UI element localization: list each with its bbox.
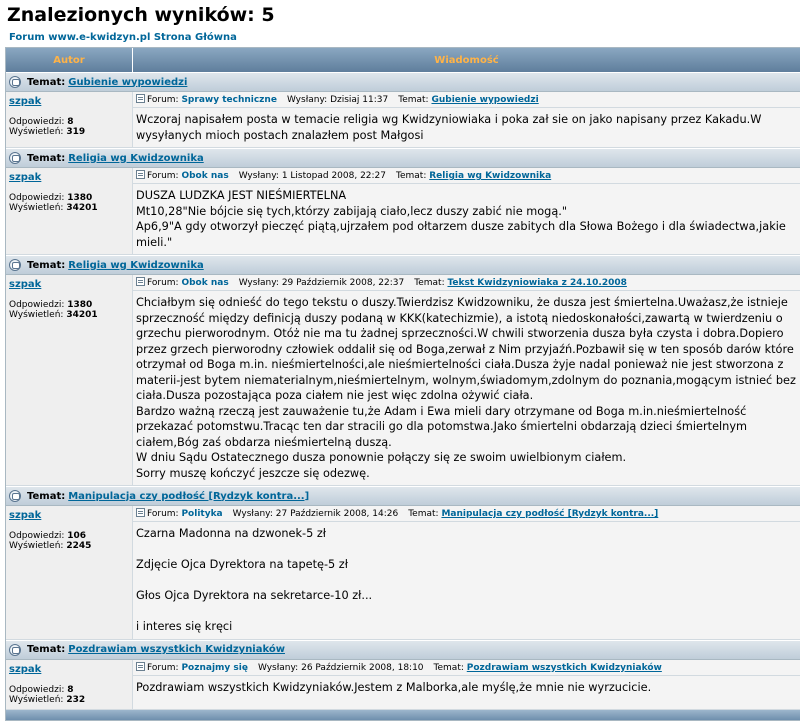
topic-row: [6, 640, 800, 660]
results-header: [6, 48, 800, 72]
blank-line: [136, 542, 797, 558]
blank-line: [136, 573, 797, 589]
replies-stat: [9, 300, 129, 310]
message-paragraph: Chciałbym się odnieść do tego tekstu o duszy.Twierdzisz Kwidzowniku, że dusza jest śmiertelna.Uważasz,że istnieje sprzeczność między definicją duszy podaną w KKK(katechizmie), a istotą niedoskonałości,zawartą w twierdzeniu o grzechu pierworodnym. Otóż nie ma tu żadnej sprzeczności.W chwili stworzenia dusza była czysta i dobra.Dopiero przez grzech pierworodny człowiek oddalił się od Boga,zerwał z Nim przyjaźń.Pozbawił się w ten sposób darów które otrzymał od Boga m.in. nieśmiertelności,ale nieśmiertelności ciała.Dusza żyje nadal ponieważ nie jest stworzona z materii-jest bytem niematerialnym,nieśmiertelnym, wolnym,świadomym,zdolnym do poznania,mogącym istnieć bez ciała.Dusza pozostająca poza ciałem nie jest więc zdolna ożywić ciała.: [136, 296, 796, 402]
posted-label: Wysłany:: [238, 171, 279, 181]
posted-label: Wysłany:: [238, 278, 279, 288]
forum-label: Forum:: [147, 278, 179, 288]
author-name-link[interactable]: szpak: [9, 96, 42, 107]
replies-label: Odpowiedzi:: [9, 684, 65, 695]
post-meta: [133, 168, 800, 184]
author-name-link[interactable]: szpak: [9, 279, 42, 290]
views-label: Wyświetleń:: [9, 203, 64, 213]
topic-row: [6, 72, 800, 92]
post-icon: [136, 277, 145, 286]
replies-stat: [9, 685, 129, 695]
search-results-page: [0, 3, 800, 721]
post-meta: [133, 275, 800, 291]
forum-home-link[interactable]: Forum www.e-kwidzyn.pl Strona Główna: [9, 32, 237, 43]
message-cell: [133, 660, 800, 709]
author-name-link[interactable]: szpak: [9, 510, 42, 521]
page-title: Znalezionych wyników: 5: [7, 4, 275, 26]
message-paragraph: Głos Ojca Dyrektora na sekretarce-10 zł...: [136, 589, 373, 602]
subject-label: Temat:: [414, 278, 445, 288]
message-paragraph: Ap6,9"A gdy otworzył pieczęć piątą,ujrzałem pod ołtarzem dusze zabitych dla Słowa Bożego i dla świadectwa,jakie mieli.": [136, 220, 786, 249]
message-paragraph: Pozdrawiam wszystkich Kwidzyniaków.Jestem z Malborka,ale myślę,że mnie nie wyrzucicie.: [136, 680, 652, 694]
replies-count: 8: [67, 117, 74, 127]
replies-count: 106: [67, 531, 87, 541]
author-column-header: Autor: [6, 48, 133, 72]
posted-date: Dzisiaj 11:37: [330, 95, 389, 105]
blank-line: [136, 604, 797, 620]
topic-icon: [9, 76, 21, 88]
forum-label: Forum:: [147, 509, 179, 519]
topic-label: Temat:: [27, 644, 66, 655]
topic-row: [6, 148, 800, 168]
subject-link[interactable]: Manipulacja czy podłość [Rydzyk kontra...]: [441, 509, 659, 519]
subject-label: Temat:: [396, 171, 427, 181]
message-paragraph: Czarna Madonna na dzwonek-5 zł: [136, 527, 327, 540]
post-meta: [133, 506, 800, 522]
message-paragraph: W dniu Sądu Ostatecznego dusza ponownie połączy się ze swoim uwielbionym ciałem.: [136, 451, 627, 464]
views-label: Wyświetleń:: [9, 541, 64, 551]
message-paragraph: Sorry muszę kończyć jeszcze się odezwę.: [136, 466, 370, 480]
posted-date: 29 Październik 2008, 22:37: [281, 278, 405, 288]
post-icon: [136, 94, 145, 103]
subject-link[interactable]: Pozdrawiam wszystkich Kwidzyniaków: [466, 662, 662, 673]
post-icon: [136, 508, 145, 517]
message-body: [133, 676, 800, 700]
posted-date: 27 Październik 2008, 14:26: [275, 509, 399, 519]
posted-label: Wysłany:: [257, 662, 299, 673]
message-body: [133, 522, 800, 639]
topic-icon: [9, 152, 21, 164]
replies-label: Odpowiedzi:: [9, 117, 65, 127]
subject-label: Temat:: [433, 662, 464, 673]
message-cell: [133, 92, 800, 147]
replies-count: 1380: [67, 193, 93, 203]
forum-label: Forum:: [147, 95, 179, 105]
views-stat: [9, 310, 129, 320]
views-label: Wyświetleń:: [9, 694, 64, 705]
message-paragraph: Mt10,28"Nie bójcie się tych,którzy zabijają ciało,lecz duszy zabić nie mogą.": [136, 204, 568, 218]
search-result: [6, 255, 800, 486]
forum-link[interactable]: Obok nas: [181, 171, 229, 181]
posted-label: Wysłany:: [232, 509, 273, 519]
topic-icon: [9, 644, 21, 656]
replies-label: Odpowiedzi:: [9, 531, 65, 541]
views-label: Wyświetleń:: [9, 127, 64, 137]
views-count: 34201: [66, 203, 98, 213]
message-column-header: Wiadomość: [133, 48, 800, 72]
topic-icon: [9, 259, 21, 271]
views-stat: [9, 541, 129, 551]
forum-label: Forum:: [147, 171, 179, 181]
message-cell: [133, 168, 800, 254]
message-body: [133, 184, 800, 254]
forum-link[interactable]: Polityka: [181, 509, 223, 519]
subject-label: Temat:: [398, 95, 429, 105]
author-cell: [6, 168, 133, 254]
views-count: 2245: [66, 541, 92, 551]
results-table: [5, 47, 800, 721]
message-body: [133, 108, 800, 147]
forum-link[interactable]: Obok nas: [181, 278, 229, 288]
replies-count: 1380: [67, 300, 93, 310]
message-paragraph: Bardzo ważną rzeczą jest zauważenie tu,że Adam i Ewa mieli dary otrzymane od Boga m.in.nieśmiertelność przekazać potomstwu.Tracąc ten dar stracili go dla potomstwa.Jako śmiertelni obdarzają dzieci śmiertelnym ciałem,Bóg zaś obdarza nieśmiertelną duszą.: [136, 404, 748, 449]
views-count: 232: [66, 694, 86, 705]
message-paragraph: Wczoraj napisałem posta w temacie religia wg Kwidzyniowiaka i poka zał sie on jako napisany przez Kakadu.W wysyłanych mioch postach znalazłem post Małgosi: [136, 113, 762, 142]
topic-label: Temat:: [27, 490, 66, 502]
message-paragraph: i interes się kręci: [136, 620, 233, 633]
author-cell: [6, 275, 133, 485]
views-count: 34201: [66, 310, 98, 320]
topic-row: [6, 255, 800, 275]
post-icon: [136, 170, 145, 179]
views-count: 319: [66, 127, 86, 137]
results-list: [6, 72, 800, 710]
forum-label: Forum:: [147, 662, 179, 673]
replies-label: Odpowiedzi:: [9, 300, 65, 310]
post-meta: [133, 92, 800, 108]
subject-link[interactable]: Religia wg Kwidzownika: [429, 171, 552, 181]
views-label: Wyświetleń:: [9, 310, 64, 320]
message-body: [133, 291, 800, 485]
search-result: [6, 148, 800, 255]
topic-title-link[interactable]: Pozdrawiam wszystkich Kwidzyniaków: [68, 644, 285, 655]
forum-link[interactable]: Sprawy techniczne: [181, 95, 277, 105]
post-row: [6, 275, 800, 486]
topic-title-link[interactable]: Gubienie wypowiedzi: [68, 76, 188, 88]
subject-label: Temat:: [408, 509, 439, 519]
post-row: [6, 168, 800, 255]
views-stat: [9, 695, 129, 705]
message-cell: [133, 506, 800, 639]
search-result: [6, 72, 800, 148]
views-stat: [9, 127, 129, 137]
post-meta: [133, 660, 800, 676]
message-paragraph: DUSZA LUDZKA JEST NIEŚMIERTELNA: [136, 189, 347, 202]
topic-row: [6, 486, 800, 506]
posted-label: Wysłany:: [286, 95, 328, 105]
replies-stat: [9, 117, 129, 127]
subject-link[interactable]: Gubienie wypowiedzi: [431, 95, 539, 105]
subject-link[interactable]: Tekst Kwidzyniowiaka z 24.10.2008: [447, 278, 627, 288]
replies-count: 8: [67, 684, 74, 695]
author-name-link[interactable]: szpak: [9, 172, 42, 183]
posted-date: 26 Październik 2008, 18:10: [301, 662, 424, 673]
post-row: [6, 92, 800, 148]
forum-link[interactable]: Poznajmy się: [181, 662, 248, 673]
topic-title-link[interactable]: Manipulacja czy podłość [Rydzyk kontra...]: [68, 490, 310, 502]
topic-title-link[interactable]: Religia wg Kwidzownika: [68, 152, 204, 164]
replies-label: Odpowiedzi:: [9, 193, 65, 203]
message-cell: [133, 275, 800, 485]
topic-label: Temat:: [27, 76, 66, 88]
topic-icon: [9, 490, 21, 502]
post-row: [6, 660, 800, 710]
replies-stat: [9, 531, 129, 541]
author-cell: [6, 660, 133, 709]
topic-label: Temat:: [27, 152, 66, 164]
search-result: [6, 486, 800, 640]
replies-stat: [9, 193, 129, 203]
author-cell: [6, 92, 133, 147]
views-stat: [9, 203, 129, 213]
topic-label: Temat:: [27, 259, 66, 271]
author-cell: [6, 506, 133, 639]
author-name-link[interactable]: szpak: [9, 663, 42, 675]
posted-date: 1 Listopad 2008, 22:27: [281, 171, 387, 181]
topic-title-link[interactable]: Religia wg Kwidzownika: [68, 259, 204, 271]
search-result: [6, 640, 800, 710]
post-row: [6, 506, 800, 640]
message-paragraph: Zdjęcie Ojca Dyrektora na tapetę-5 zł: [136, 558, 348, 571]
post-icon: [136, 662, 145, 671]
results-footer-bar: [6, 710, 800, 720]
